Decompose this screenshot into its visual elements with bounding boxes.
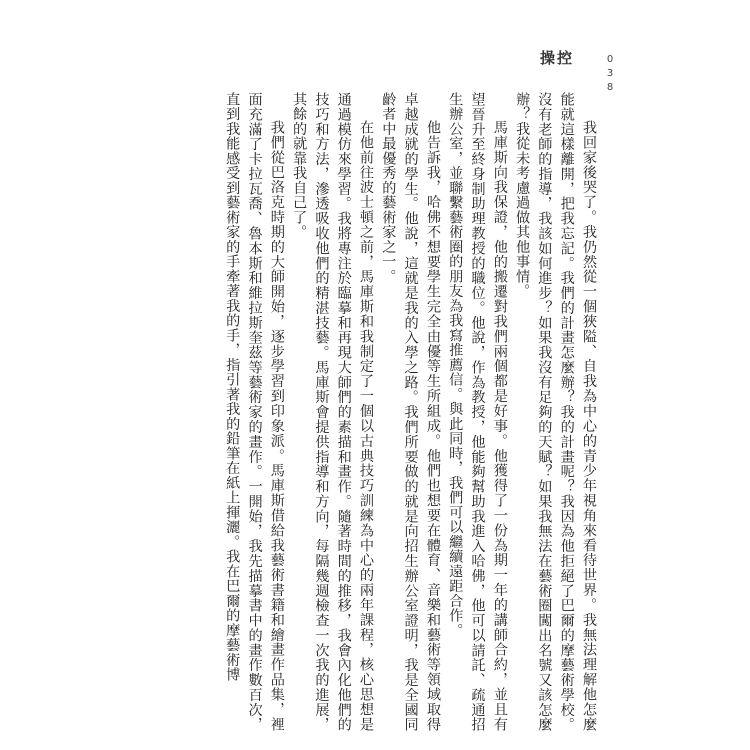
running-header-title: 操控	[540, 49, 575, 67]
paragraph-4: 在他前往波士頓之前，馬庫斯和我制定了一個以古典技巧訓練為中心的兩年課程，核心思想是通過模仿來學習。我將專注於臨摹和再現大師們的素描和畫作。隨著時間的推移，我會內化他們的技巧和方法，滲透吸收他們的精湛技藝。馬庫斯會提供指導和方向，每隔幾週檢查一次我的進展，其餘的就靠我自己了。	[291, 92, 375, 732]
paragraph-3: 他告訴我，哈佛不想要學生完全由優等生所組成。他們也想要在體育、音樂和藝術等領域取得卓越成就的學生。他說，這就是我的入學之路。我們所要做的就是向招生辦公室證明，我是全國同齡者中最優秀的藝術家之一。	[380, 92, 441, 732]
body-text	[180, 92, 600, 732]
paragraph-1: 我回家後哭了。我仍然從一個狹隘、自我為中心的青少年視角來看待世界。我無法理解他怎麼能就這樣離開，把我忘記。我們的計畫怎麼辦？我的計畫呢？我因為他拒絕了巴爾的摩藝術學校。沒有老師的指導，我該如何進步？如果我沒有足夠的天賦？如果我無法在藝術圈闖出名號又該怎麼辦？我從未考慮過做其他事情。	[514, 92, 597, 732]
paragraph-5: 我們從巴洛克時期的大師開始，逐步學習到印象派。馬庫斯借給我藝術書籍和繪畫作品集，裡面充滿了卡拉瓦喬、魯本斯和維拉斯奎茲等藝術家的畫作。一開始，我先描摹書中的畫作數百次，直到我能感受到藝術家的手牽著我的手，指引著我的鉛筆在紙上揮灑。我在巴爾的摩藝術博	[224, 92, 285, 732]
page-number: 038	[606, 54, 614, 93]
paragraph-2: 馬庫斯向我保證，他的搬遷對我們兩個都是好事。他獲得了一份為期一年的講師合約，並且有望晉升至終身制助理教授的職位。他說，作為教授，他能夠幫助我進入哈佛，他可以請託、疏通招生辦公室，並聯繫藝術圈的朋友為我寫推薦信。與此同時，我們可以繼續遠距合作。	[447, 92, 508, 732]
